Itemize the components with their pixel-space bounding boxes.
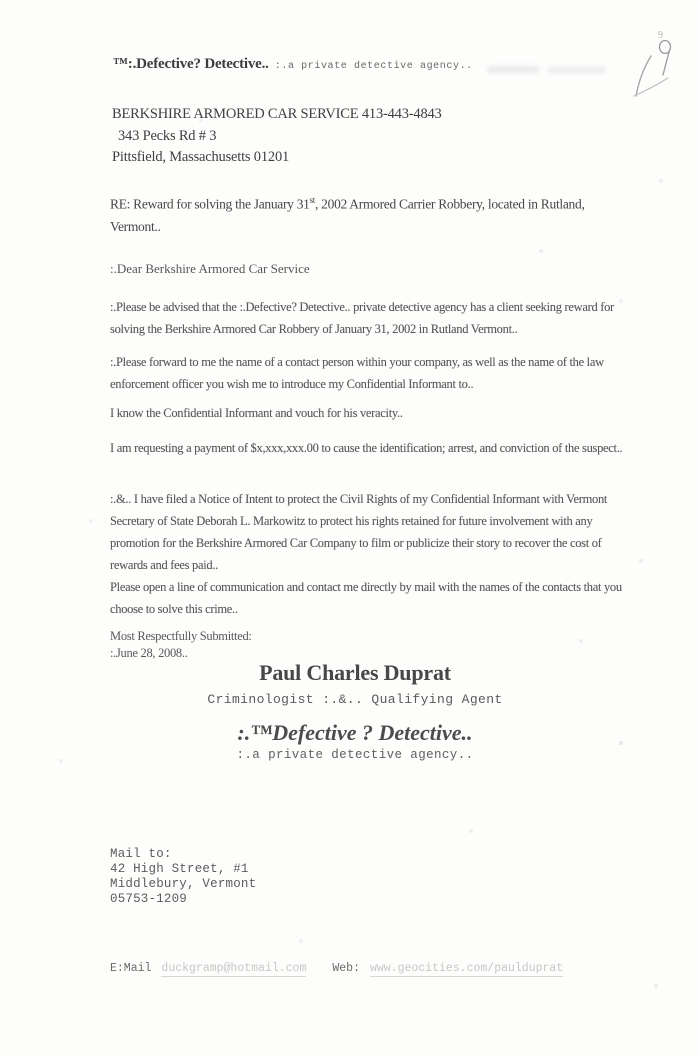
closing-date: :.June 28, 2008.. [110, 645, 188, 660]
mail-to-line: Middlebury, Vermont [110, 877, 257, 891]
mail-to-label: Mail to: [110, 847, 172, 861]
scan-smudge [487, 66, 539, 73]
subject-line [110, 189, 592, 238]
body-paragraph: :.Please be advised that the :.Defective? Detective.. private detective agency has a client seeking reward for solving the Berkshire Armored Car Robbery of January 31, 2002 in Rutland Vermont.. [110, 300, 614, 336]
body-paragraph: :.&.. I have filed a Notice of Intent to protect the Civil Rights of my Confidential Informant with Vermont Secretary of State Deborah L. Markowitz to protect his rights retained for future involvement with any promotion for the Berkshire Armored Car Company to film or publicize their story to recover the cost of rewards and fees paid.. [110, 492, 608, 572]
signature-name: Paul Charles Duprat [259, 660, 451, 685]
signature-title: Criminologist :.&.. Qualifying Agent [207, 692, 503, 707]
email-label: E:Mail [110, 962, 152, 975]
agency-tagline: :.a private detective agency.. [274, 61, 473, 72]
closing-line: Most Respectfully Submitted: [110, 629, 252, 643]
handwritten-mark-icon [602, 26, 694, 110]
agency-brand: ™:.Defective? Detective.. [113, 56, 269, 72]
signature-tagline: :.a private detective agency.. [236, 748, 474, 762]
body-paragraph: :.Please forward to me the name of a contact person within your company, as well as the name of the law enforcement officer you wish me to introduce my Confidential Informant to.. [110, 355, 604, 391]
mail-to-block [110, 847, 256, 907]
subject-part1: RE: Reward for solving the January 31 [110, 196, 310, 212]
email-link: duckgramp@hotmail.com [161, 962, 307, 975]
body-paragraph: I am requesting a payment of $x,xxx,xxx.00 to cause the identification; arrest, and conviction of the suspect.. [110, 441, 623, 455]
recipient-line: BERKSHIRE ARMORED CAR SERVICE 413-443-4843 [112, 106, 442, 122]
web-link: www.geocities.com/paulduprat [369, 962, 564, 975]
subject-part2: , 2002 Armored Carrier Robbery, located in Rutland, Vermont.. [110, 196, 585, 234]
recipient-line: 343 Pecks Rd # 3 [118, 127, 217, 144]
body-paragraph: Please open a line of communication and contact me directly by mail with the names of the contacts that you choose to solve this crime.. [110, 580, 622, 616]
recipient-address [112, 104, 442, 169]
scan-smudge [548, 67, 606, 73]
web-label: Web: [332, 962, 360, 975]
closing-block [110, 628, 252, 661]
footer-contact [110, 962, 563, 975]
body-paragraph: I know the Confidential Informant and vouch for his veracity.. [110, 406, 403, 420]
recipient-line: Pittsfield, Massachusetts 01201 [112, 149, 290, 165]
handwritten-page-number: 9 [658, 30, 663, 41]
subject-superscript: st [309, 195, 316, 205]
signature-brand: :.™Defective ? Detective.. [237, 720, 473, 745]
mail-to-line: 42 High Street, #1 [110, 862, 249, 876]
salutation: :.Dear Berkshire Armored Car Service [110, 261, 310, 276]
mail-to-line: 05753-1209 [110, 892, 188, 906]
